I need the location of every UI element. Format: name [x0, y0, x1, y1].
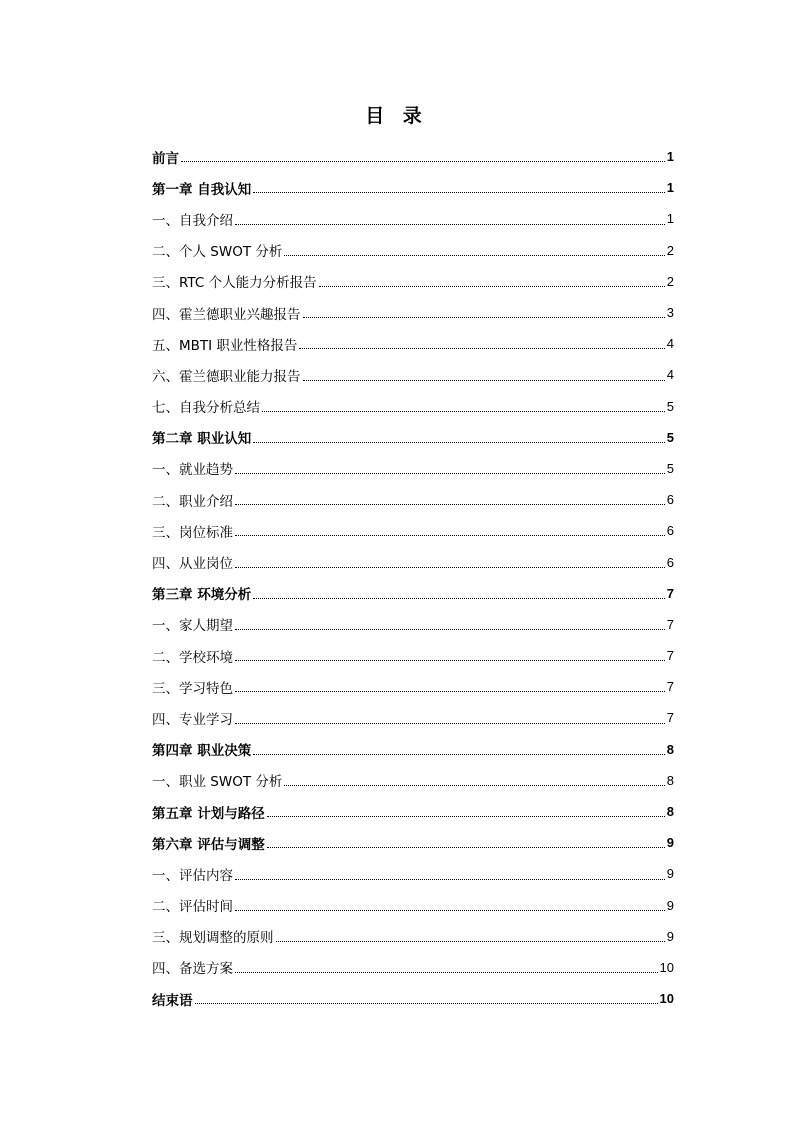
toc-page-number: 1 [666, 211, 674, 227]
toc-entry-label: 三、岗位标准 [152, 524, 233, 541]
toc-dot-leader [195, 1002, 658, 1004]
toc-section-entry[interactable] [152, 858, 674, 889]
toc-dot-leader [284, 254, 664, 256]
toc-page-number: 6 [666, 523, 674, 539]
toc-section-entry[interactable] [152, 266, 674, 297]
toc-section-entry[interactable] [152, 702, 674, 733]
toc-dot-leader [303, 316, 665, 318]
toc-section-entry[interactable] [152, 297, 674, 328]
toc-dot-leader [284, 784, 664, 786]
toc-entry-label: 六、霍兰德职业能力报告 [152, 368, 301, 385]
toc-page-number: 7 [666, 648, 674, 664]
toc-dot-leader [253, 441, 665, 443]
toc-dot-leader [235, 971, 658, 973]
toc-chapter-entry[interactable] [152, 578, 674, 609]
toc-section-entry[interactable] [152, 515, 674, 546]
toc-dot-leader [276, 940, 665, 942]
toc-dot-leader [253, 597, 665, 599]
toc-chapter-entry[interactable] [152, 827, 674, 858]
toc-page-number: 9 [666, 835, 674, 851]
toc-dot-leader [235, 722, 665, 724]
toc-page-number: 9 [666, 928, 674, 944]
toc-entry-label: 二、职业介绍 [152, 493, 233, 510]
toc-dot-leader [267, 846, 665, 848]
toc-page-number: 1 [666, 180, 674, 196]
toc-dot-leader [235, 909, 665, 911]
toc-entry-label: 第六章 评估与调整 [152, 836, 265, 853]
toc-page-number: 7 [666, 679, 674, 695]
toc-page-number: 7 [666, 710, 674, 726]
toc-page-number: 1 [666, 149, 674, 165]
toc-entry-label: 一、就业趋势 [152, 462, 233, 479]
toc-dot-leader [235, 472, 665, 474]
toc-section-entry[interactable] [152, 890, 674, 921]
toc-section-entry[interactable] [152, 328, 674, 359]
toc-section-entry[interactable] [152, 765, 674, 796]
toc-entry-label: 二、个人 SWOT 分析 [152, 244, 283, 261]
toc-entry-label: 二、学校环境 [152, 649, 233, 666]
toc-section-entry[interactable] [152, 453, 674, 484]
toc-page-number: 2 [666, 242, 674, 258]
toc-page-number: 6 [666, 492, 674, 508]
toc-dot-leader [253, 191, 665, 193]
toc-page-number: 3 [666, 305, 674, 321]
toc-entry-label: 二、评估时间 [152, 899, 233, 916]
toc-section-entry[interactable] [152, 640, 674, 671]
toc-dot-leader [319, 285, 665, 287]
toc-chapter-entry[interactable] [152, 983, 674, 1014]
toc-page-number: 8 [666, 741, 674, 757]
toc-page-number: 10 [659, 991, 674, 1007]
toc-page-number: 5 [666, 429, 674, 445]
toc-page-number: 4 [666, 367, 674, 383]
toc-entry-label: 一、评估内容 [152, 867, 233, 884]
toc-entry-label: 第三章 环境分析 [152, 587, 252, 604]
toc-dot-leader [235, 566, 665, 568]
toc-entry-label: 三、学习特色 [152, 680, 233, 697]
toc-dot-leader [235, 503, 665, 505]
toc-chapter-entry[interactable] [152, 734, 674, 765]
toc-entry-label: 四、备选方案 [152, 961, 233, 978]
toc-chapter-entry[interactable] [152, 141, 674, 172]
toc-page-number: 9 [666, 866, 674, 882]
toc-section-entry[interactable] [152, 203, 674, 234]
toc-dot-leader [235, 628, 665, 630]
toc-section-entry[interactable] [152, 921, 674, 952]
toc-entry-label: 结束语 [152, 992, 193, 1009]
toc-page-number: 4 [666, 336, 674, 352]
toc-entry-label: 第一章 自我认知 [152, 181, 252, 198]
toc-chapter-entry[interactable] [152, 172, 674, 203]
toc-section-entry[interactable] [152, 484, 674, 515]
toc-section-entry[interactable] [152, 952, 674, 983]
toc-entry-label: 一、自我介绍 [152, 212, 233, 229]
toc-dot-leader [181, 160, 665, 162]
toc-page-number: 7 [666, 616, 674, 632]
toc-dot-leader [299, 347, 664, 349]
toc-dot-leader [235, 659, 665, 661]
toc-entry-label: 五、MBTI 职业性格报告 [152, 337, 298, 354]
toc-dot-leader [235, 690, 665, 692]
toc-section-entry[interactable] [152, 235, 674, 266]
toc-entry-label: 四、霍兰德职业兴趣报告 [152, 306, 301, 323]
toc-page-number: 5 [666, 460, 674, 476]
toc-section-entry[interactable] [152, 609, 674, 640]
toc-page-number: 9 [666, 897, 674, 913]
toc-chapter-entry[interactable] [152, 422, 674, 453]
toc-section-entry[interactable] [152, 391, 674, 422]
toc-entry-label: 第二章 职业认知 [152, 431, 252, 448]
toc-section-entry[interactable] [152, 359, 674, 390]
toc-dot-leader [235, 878, 665, 880]
toc-entry-label: 四、专业学习 [152, 711, 233, 728]
toc-dot-leader [262, 410, 665, 412]
toc-page-number: 8 [666, 804, 674, 820]
toc-page-number: 2 [666, 273, 674, 289]
toc-section-entry[interactable] [152, 546, 674, 577]
toc-dot-leader [303, 379, 665, 381]
toc-entry-label: 三、规划调整的原则 [152, 930, 274, 947]
toc-page-number: 7 [666, 585, 674, 601]
toc-page-number: 10 [659, 959, 674, 975]
toc-title: 目 录 [365, 105, 428, 127]
toc-section-entry[interactable] [152, 671, 674, 702]
toc-dot-leader [267, 815, 665, 817]
toc-entry-label: 第四章 职业决策 [152, 743, 252, 760]
toc-entry-label: 七、自我分析总结 [152, 400, 260, 417]
toc-entry-label: 第五章 计划与路径 [152, 805, 265, 822]
toc-entry-label: 一、职业 SWOT 分析 [152, 774, 283, 791]
toc-dot-leader [253, 753, 665, 755]
toc-page-number: 6 [666, 554, 674, 570]
table-of-contents [152, 141, 674, 1014]
toc-page-number: 8 [666, 772, 674, 788]
toc-page-number: 5 [666, 398, 674, 414]
toc-dot-leader [235, 534, 665, 536]
toc-chapter-entry[interactable] [152, 796, 674, 827]
toc-entry-label: 一、家人期望 [152, 618, 233, 635]
toc-entry-label: 前言 [152, 150, 179, 167]
toc-dot-leader [235, 223, 665, 225]
toc-entry-label: 三、RTC 个人能力分析报告 [152, 275, 317, 292]
toc-entry-label: 四、从业岗位 [152, 556, 233, 573]
